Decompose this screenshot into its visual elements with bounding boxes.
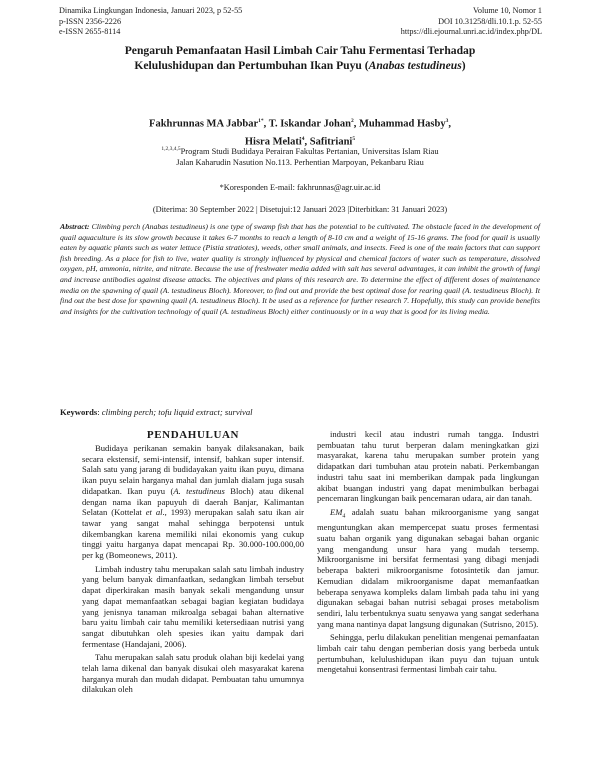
author-name: Hisra Melati bbox=[244, 136, 302, 147]
keywords-label: Keywords bbox=[60, 407, 98, 417]
keywords bbox=[60, 407, 253, 417]
author-separator: , bbox=[448, 118, 451, 130]
author-affil-mark: 1* bbox=[258, 118, 264, 124]
paragraph: Sehingga, perlu dilakukan penelitian mengenai pemanfaatan limbah cair tahu dengan pemberian dosis yang berbeda untuk pertumbuhan, kelulushidupan ikan puyu dan tujuan untuk mengetahui konsentrasi fermentasi limbah cair tahu. bbox=[317, 632, 539, 675]
abstract-label: Abstract: bbox=[60, 222, 90, 231]
keywords-value: climbing perch; tofu liquid extract; survival bbox=[101, 407, 253, 417]
paragraph-text: Budidaya perikanan semakin banyak dilaksanakan, baik secara ekstensif, semi-intensif, intensif, bahkan super intensif. Salah satu yang jarang di budidayakan yaitu ikan puyu, dimana ikan puyu selain harganya mahal dan jumlah dialam juga susah didapatkan. Ikan puyu ( bbox=[82, 443, 304, 496]
paragraph bbox=[82, 443, 304, 561]
paragraph: industri kecil atau industri rumah tangga. Industri pembuatan tahu turut berperan dalam meningkatkan gizi masyarakat, karena tahu merupakan sumber protein yang didapatkan dari tumbuhan atau protein nabati. Perkembangan industri tahu saat ini memberikan dampak pada lingkungan akibat buangan industri yang dapat menimbulkan berbagai pencemaran lingkungan baik pencemaran udara, air dan tanah. bbox=[317, 429, 539, 504]
abstract bbox=[60, 222, 540, 317]
paragraph bbox=[317, 507, 539, 629]
author-affil-mark: 5 bbox=[352, 135, 356, 142]
doi: DOI 10.31258/dli.10.1.p. 52-55 bbox=[438, 16, 542, 26]
author-separator: , bbox=[353, 118, 359, 130]
affiliation-department: Program Studi Budidaya Perairan Fakultas Pertanian, Universitas Islam Riau bbox=[180, 146, 439, 156]
paragraph: Limbah industry tahu merupakan salah satu limbah industry yang belum banyak dimanfaatkan, sedangkan limbah tersebut dapat diperkirakan masih banyak sekali mengandung unsur yang dapat memanfaatkan sebagai bagian kegiatan budidaya yang jenisnya tanaman mikroalga sebagai bahan alternative baru yaitu limbah cair tahu memiliki ketersediaan nutrisi yang sangat dibutuhkan oleh spesies ikan yaitu dampak dari fermentase (Handajani, 2006). bbox=[82, 563, 304, 649]
author-affil-mark: 2 bbox=[350, 118, 354, 124]
corresponding-email: *Koresponden E-mail: fakhrunnas@agr.uir.ac.id bbox=[219, 183, 381, 192]
em-subscript: 4 bbox=[342, 513, 346, 520]
section-title: PENDAHULUAN bbox=[146, 429, 240, 441]
journal-header-left bbox=[59, 6, 242, 38]
journal-citation: Dinamika Lingkungan Indonesia, Januari 2023, p 52-55 bbox=[59, 6, 243, 15]
author-separator: , bbox=[263, 118, 269, 130]
em-term: EM bbox=[330, 506, 343, 517]
author-separator: , bbox=[304, 136, 310, 147]
affiliation-address: Jalan Kaharudin Nasution No.113. Perhentian Marpoyan, Pekanbaru Riau bbox=[176, 157, 424, 167]
title-line-2 bbox=[40, 58, 560, 73]
submission-dates: (Diterima: 30 September 2022 | Disetujui:12 Januari 2023 |Diterbitkan: 31 Januari 2023) bbox=[152, 205, 448, 214]
paragraph: Tahu merupakan salah satu produk olahan biji kedelai yang telah lama dikenal dan banyak disukai oleh masyarakat karena harganya murah dan mudah didapat. Pembuatan tahu umumnya dilakukan oleh bbox=[82, 652, 304, 695]
keywords-separator: : bbox=[97, 407, 102, 417]
author-name: Fakhrunnas MA Jabbar bbox=[149, 118, 259, 130]
affiliation-mark: 1,2,3,4,5 bbox=[161, 146, 181, 152]
species-abbrev: A. testudineus bbox=[173, 485, 225, 496]
abstract-text: Climbing perch (Anabas testudineus) is one type of swamp fish that has the potential to be cultivated. The obstacle faced in the development of quail aquaculture is its slow growth because it takes 6-7 months to reach a length of 8-10 cm and a weight of 15-16 grams. The food for quail is usually eaten by aquatic plants such as water lettuce (Pistia stratiotes), weeds, other small animals, and insects. Feed is one of the main factors that can support fish breeding. As a place for fish to live, water quality is strongly influenced by physical and chemical factors of water such as temperature, dissolved oxygen, pH, ammonia, nitrite, and nitrate. Because the use of freshwater media added with salt has several advantages, it can inhibit the growth of fungi and increase antibodies against disease attacks. The objectives and plans of this research are. To determine the effect of different doses of maintenance media on the spawning of quail (A. testudineus Bloch). Moreover, to find out and provide the best optimal dose for rearing quail (A. testudineus Bloch). It find out the best dose for spawning quail (A. testudineus Bloch). It be used as a reference for further research 7. Hopefully, this study can provide benefits and insights for the cultivation technology of quail (A. testudineus Bloch) either continuously or in a way that is good for its living media. bbox=[60, 222, 541, 316]
title-line-2-text: Kelulushidupan dan Pertumbuhan Ikan Puyu ( bbox=[134, 59, 369, 72]
title-line-2-close: ) bbox=[461, 59, 466, 72]
paragraph-text: Bloch) atau dikenal dengan nama ikan papuyuh di daerah Banjar, Kalimantan Selatan (Kottelat bbox=[82, 485, 305, 518]
print-issn: p-ISSN 2356-2226 bbox=[59, 16, 122, 26]
author-name: T. Iskandar Johan bbox=[268, 118, 351, 130]
paragraph-text: ., 1993) merupakan salah satu ikan air tawar yang sangat mahal sehingga berpotensi untuk dikembangkan karena memiliki nilai ekonomis yang cukup tinggi yaitu harganya dapat mencapai Rp. 30.000-100.000,00 per kg (Bomeonews, 2011). bbox=[82, 507, 304, 561]
paragraph-text: adalah suatu bahan mikroorganisme yang sangat menguntungkan akan mempercepat suatu proses fermentasi suatu bahan organik yang digunakan sebagai bahan organic yang mengandung unsur hara yang mudah tersemp. Mikroorganisme ini bersifat fermentasi yang dibagi menjadi beberapa bakteri mikroorganisme fotosintetik dan jamur. Kemudian didalam mikroorganisme dapat memanfaatkan beberapa senyawa kompleks dalam limbah pada tahu ini yang digunakan sebagai bahan nutrisi sebagai proses metabolism sendiri, lalu terbentuknya suatu senyawa yang sangat sederhana yang mana nantinya dapat langsung digunakan (Sutrisno, 2015). bbox=[317, 506, 539, 629]
body-column-right bbox=[317, 429, 539, 675]
author-affil-mark: 4 bbox=[301, 135, 305, 142]
affiliation bbox=[40, 144, 560, 168]
volume-number: Volume 10, Nomor 1 bbox=[473, 6, 542, 15]
author-affil-mark: 3 bbox=[445, 118, 449, 124]
author-name: Safitriani bbox=[309, 136, 353, 147]
author-name: Muhammad Hasby bbox=[358, 118, 446, 130]
paper-title bbox=[40, 43, 560, 73]
title-line-1: Pengaruh Pemanfaatan Hasil Limbah Cair Tahu Fermentasi Terhadap bbox=[124, 44, 476, 57]
em4-term bbox=[330, 506, 346, 520]
journal-header-right bbox=[401, 6, 542, 38]
author-line-1 bbox=[60, 114, 540, 132]
body-column-left bbox=[82, 443, 304, 695]
electronic-issn: e-ISSN 2655-8114 bbox=[59, 27, 121, 36]
species-name: Anabas testudineus bbox=[368, 59, 462, 72]
journal-url[interactable]: https://dli.ejournal.unri.ac.id/index.php/DL bbox=[400, 27, 542, 36]
affiliation-line-1 bbox=[40, 144, 560, 157]
et-al: et al bbox=[145, 507, 163, 518]
